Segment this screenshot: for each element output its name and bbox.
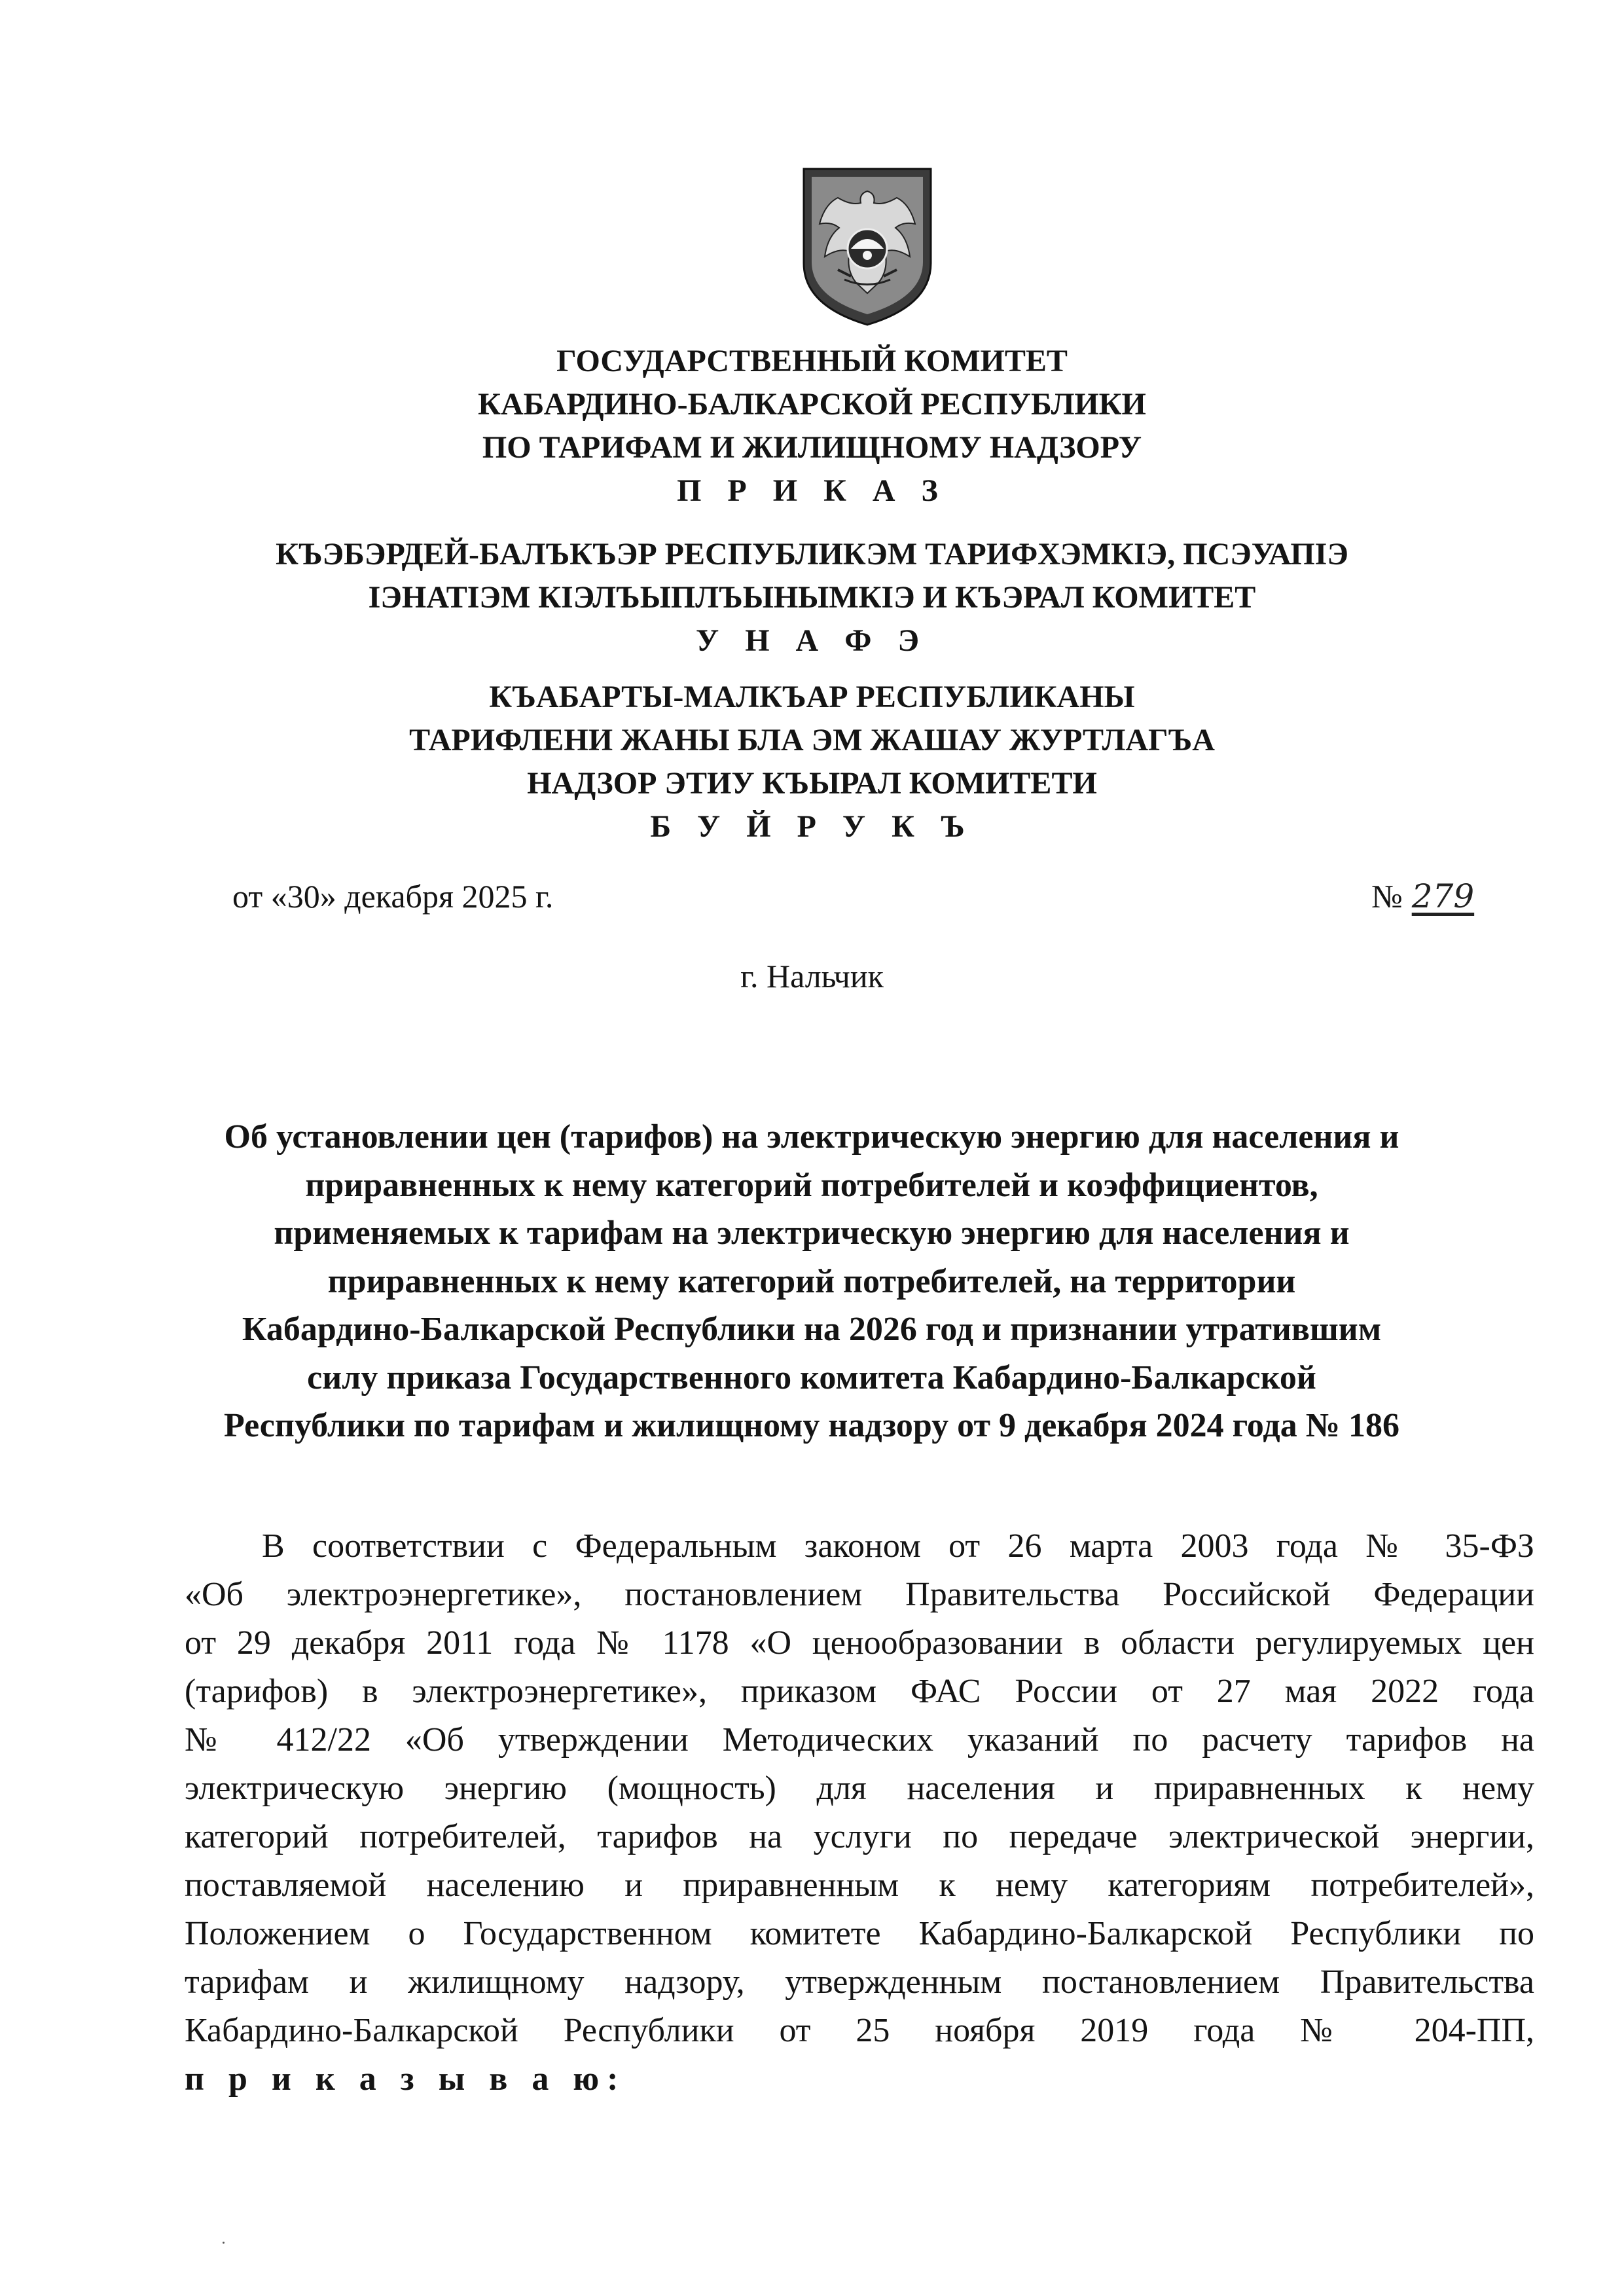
header-krc-order: Б У Й Р У К Ъ: [650, 809, 974, 844]
document-title: [164, 1113, 1460, 1450]
title-line: Об установлении цен (тарифов) на электрическую энергию для населения и: [224, 1118, 1399, 1156]
header-ru: [0, 340, 1624, 513]
title-line: Кабардино-Балкарской Республики на 2026 год и признании утратившим: [242, 1311, 1382, 1348]
title-line: приравненных к нему категорий потребителей, на территории: [327, 1262, 1296, 1300]
paragraph-line: (тарифов) в электроэнергетике», приказом ФАС России от 27 мая 2022 года: [185, 1673, 1534, 1710]
title-line: Республики по тарифам и жилищному надзору от 9 декабря 2024 года № 186: [224, 1407, 1399, 1444]
preamble-paragraph: [185, 1522, 1534, 2104]
title-line: применяемых к тарифам на электрическую энергию для населения и: [274, 1214, 1350, 1252]
paragraph-line: «Об электроэнергетике», постановлением Правительства Российской Федерации: [185, 1576, 1534, 1613]
header-ru-order: П Р И К А З: [677, 473, 947, 508]
document-city: г. Нальчик: [740, 958, 884, 994]
header-kbd-order: У Н А Ф Э: [695, 623, 928, 658]
header-kbd-line: IЭНАТIЭМ КIЭЛЪЫПЛЪЫНЫМКIЭ И КЪЭРАЛ КОМИТЕТ: [368, 580, 1256, 615]
header-ru-line: ГОСУДАРСТВЕННЫЙ КОМИТЕТ: [556, 344, 1068, 378]
header-krc-line: ТАРИФЛЕНИ ЖАНЫ БЛА ЭМ ЖАШАУ ЖУРТЛАГЪА: [409, 723, 1215, 757]
title-line: приравненных к нему категорий потребителей и коэффициентов,: [305, 1166, 1318, 1204]
header-kbd: [0, 533, 1624, 663]
coat-of-arms-emblem: [799, 165, 936, 329]
header-krc: [0, 676, 1624, 848]
paragraph-line: поставляемой населению и приравненным к нему категориям потребителей»,: [185, 1867, 1534, 1904]
paragraph-line: категорий потребителей, тарифов на услуги по передаче электрической энергии,: [185, 1818, 1534, 1855]
handwritten-number: 279: [1411, 877, 1475, 915]
title-line: силу приказа Государственного комитета Кабардино-Балкарской: [307, 1358, 1316, 1396]
paragraph-line: Положением о Государственном комитете Кабардино-Балкарской Республики по: [185, 1915, 1534, 1952]
number-label: №: [1371, 878, 1403, 915]
header-krc-line: КЪАБАРТЫ-МАЛКЪАР РЕСПУБЛИКАНЫ: [489, 680, 1135, 714]
header-kbd-line: КЪЭБЭРДЕЙ-БАЛЪКЪЭР РЕСПУБЛИКЭМ ТАРИФХЭМКIЭ, ПСЭУАПIЭ: [276, 537, 1348, 572]
paragraph-line: тарифам и жилищному надзору, утвержденным постановлением Правительства: [185, 1963, 1534, 2001]
scan-speck: [223, 2242, 225, 2244]
paragraph-line: № 412/22 «Об утверждении Методических указаний по расчету тарифов на: [185, 1721, 1534, 1758]
document-date: от «30» декабря 2025 г.: [232, 878, 554, 915]
order-word: п р и к а з ы в а ю:: [185, 2060, 626, 2098]
document-number: [1371, 877, 1474, 915]
header-krc-line: НАДЗОР ЭТИУ КЪЫРАЛ КОМИТЕТИ: [527, 766, 1097, 801]
paragraph-line: от 29 декабря 2011 года № 1178 «О ценообразовании в области регулируемых цен: [185, 1624, 1534, 1662]
paragraph-line: Кабардино-Балкарской Республики от 25 ноября 2019 года № 204-ПП,: [185, 2012, 1534, 2049]
header-ru-line: КАБАРДИНО-БАЛКАРСКОЙ РЕСПУБЛИКИ: [478, 387, 1146, 422]
paragraph-line: электрическую энергию (мощность) для населения и приравненных к нему: [185, 1770, 1534, 1807]
paragraph-line: В соответствии с Федеральным законом от 26 марта 2003 года № 35-ФЗ: [262, 1527, 1534, 1565]
header-ru-line: ПО ТАРИФАМ И ЖИЛИЩНОМУ НАДЗОРУ: [482, 430, 1142, 465]
